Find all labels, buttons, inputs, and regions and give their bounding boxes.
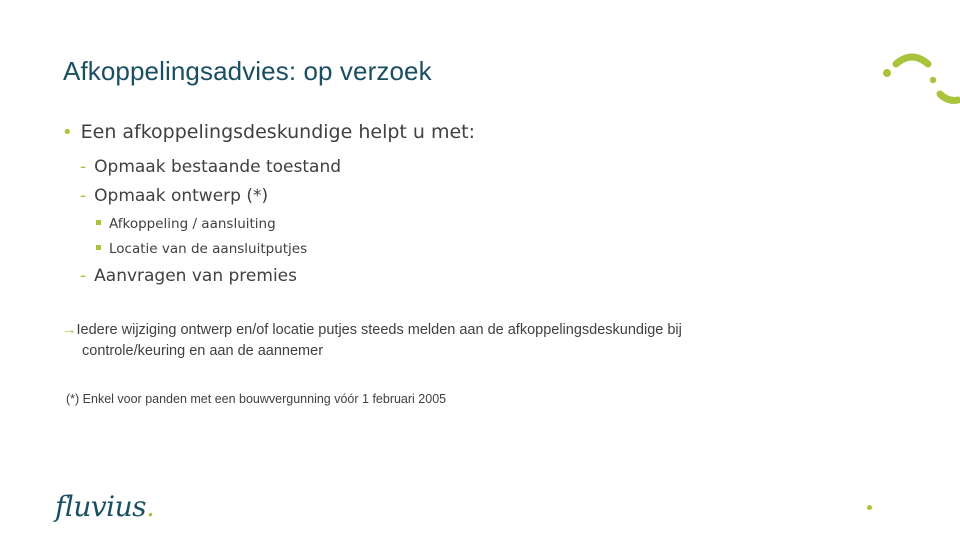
- fluvius-logo-icon: [55, 490, 154, 523]
- sub-item-text: Aanvragen van premies: [94, 266, 297, 286]
- dash-icon: -: [80, 157, 87, 177]
- logo-text: fluvius: [55, 490, 147, 523]
- main-bullet: [62, 121, 475, 143]
- bullet-dot-icon: •: [62, 122, 73, 143]
- note: [62, 320, 802, 362]
- sub-sub-item-text: Afkoppeling / aansluiting: [109, 216, 276, 232]
- dash-icon: -: [80, 266, 87, 286]
- sub-sub-item-text: Locatie van de aansluitputjes: [109, 241, 308, 257]
- dash-icon: -: [80, 186, 87, 206]
- footnote: (*) Enkel voor panden met een bouwvergunning vóór 1 februari 2005: [66, 392, 447, 406]
- logo-dot: .: [146, 490, 155, 523]
- slide-title: Afkoppelingsadvies: op verzoek: [63, 56, 432, 86]
- note-line: [62, 320, 802, 341]
- sub-sub-item: [96, 241, 307, 257]
- corner-dot-icon: [867, 505, 872, 510]
- note-text: Iedere wijziging ontwerp en/of locatie putjes steeds melden aan de afkoppelingsdeskundige bij: [76, 322, 682, 338]
- square-bullet-icon: [96, 220, 101, 225]
- sub-item-text: Opmaak bestaande toestand: [94, 157, 342, 177]
- main-bullet-text: Een afkoppelingsdeskundige helpt u met:: [80, 121, 476, 143]
- sub-sub-item: [96, 216, 276, 232]
- sub-item: [80, 157, 341, 177]
- sub-item: [80, 186, 268, 206]
- square-bullet-icon: [96, 245, 101, 250]
- arrow-right-icon: →: [62, 322, 77, 338]
- note-line-continued: controle/keuring en aan de aannemer: [82, 343, 324, 359]
- green-arc-decoration-icon: [878, 52, 960, 108]
- sub-item: [80, 266, 297, 286]
- sub-item-text: Opmaak ontwerp (*): [94, 186, 269, 206]
